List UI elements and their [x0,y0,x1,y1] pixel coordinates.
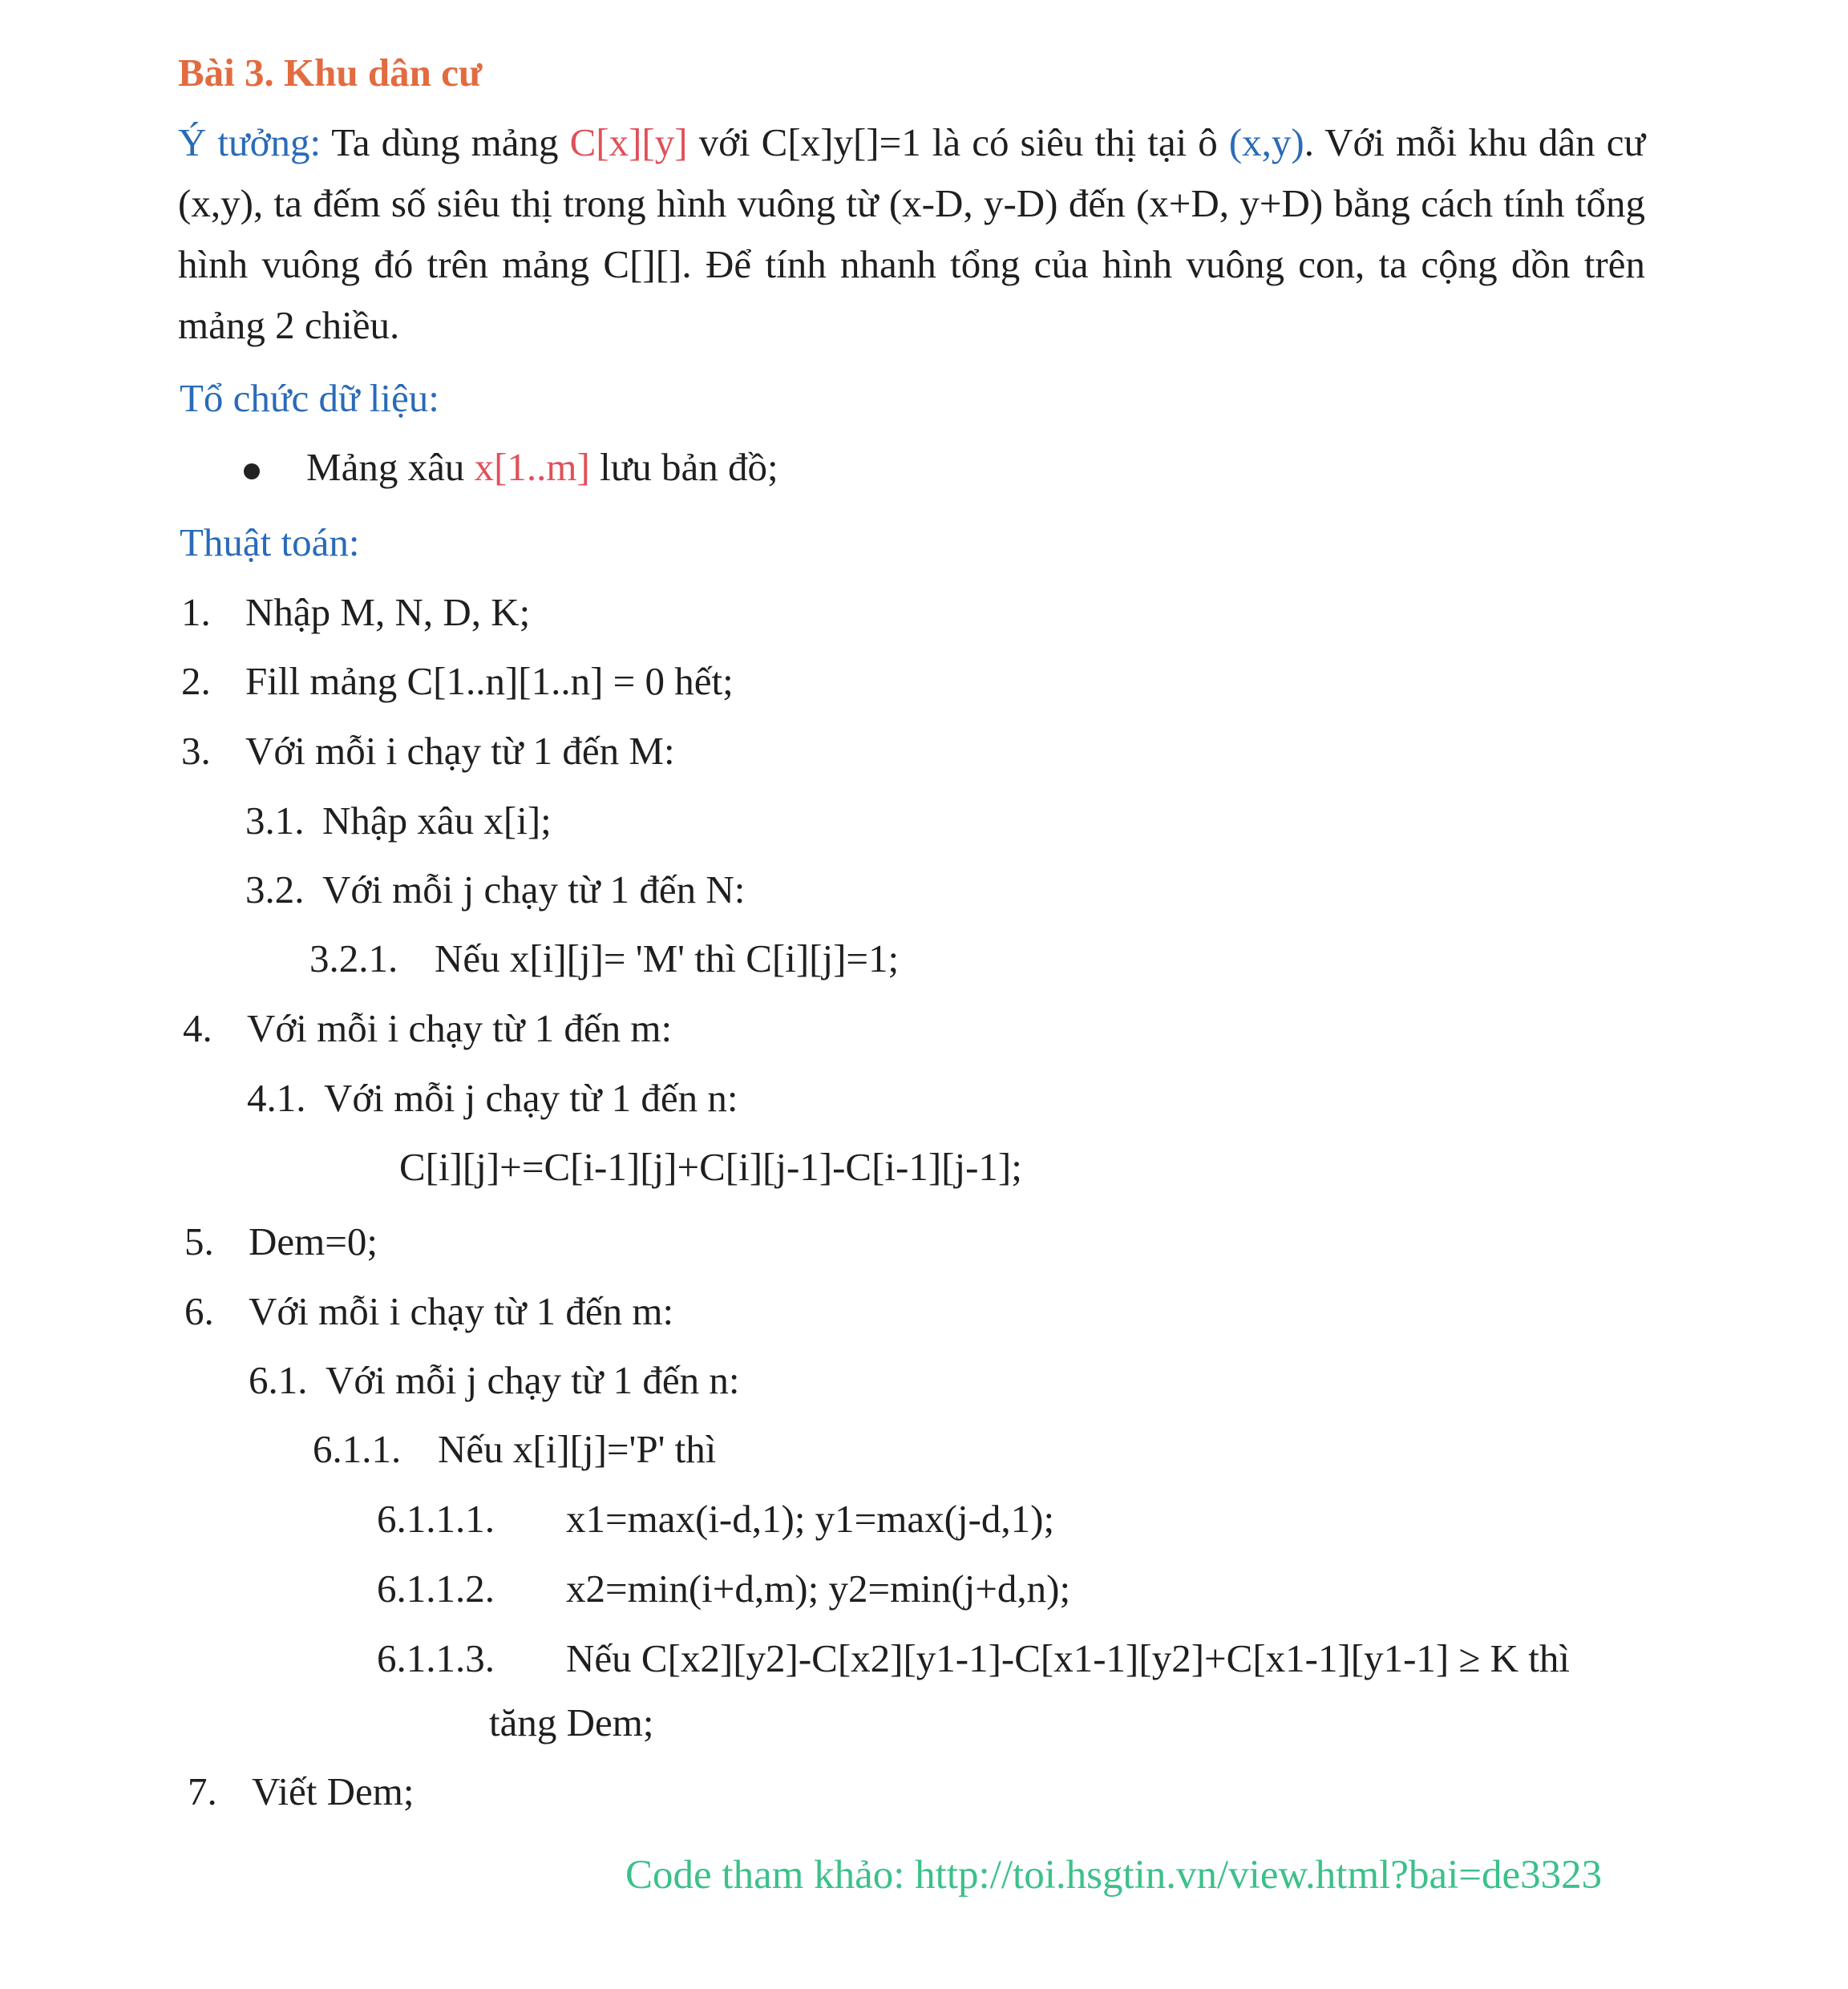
idea-text-2: với C[x]y[]=1 là có siêu thị tại ô [687,120,1229,164]
data-org-heading: Tổ chức dữ liệu: [180,376,439,420]
step-6-1-1-3-continuation [489,1700,653,1745]
idea-label: Ý tưởng: [178,120,321,164]
step-4-1 [247,1075,738,1121]
step-6-1-1-3 [377,1635,1570,1681]
data-org-bullet [306,444,778,490]
bullet-icon [244,463,260,479]
step-6-1-1 [313,1426,716,1472]
problem-title: Bài 3. Khu dân cư [178,51,483,95]
step-3-2-1 [309,936,899,981]
step-number: 1. [181,590,211,634]
step-5 [184,1219,378,1264]
step-text: tăng Dem; [489,1700,654,1744]
step-text: Với mỗi j chạy từ 1 đến N: [322,867,746,912]
step-text: Viết Dem; [252,1769,414,1813]
step-6-1 [249,1357,740,1403]
step-text: C[i][j]+=C[i-1][j]+C[i][j-1]-C[i-1][j-1]; [399,1145,1022,1189]
step-7 [188,1769,414,1814]
step-number: 4. [183,1006,212,1050]
step-number: 6.1.1.3. [377,1636,495,1680]
algorithm-heading: Thuật toán: [180,520,360,564]
step-1 [181,589,530,635]
prefix-sum-formula [399,1144,1022,1190]
step-text: x2=min(i+d,m); y2=min(j+d,n); [566,1567,1071,1611]
step-text: Với mỗi i chạy từ 1 đến m: [247,1006,673,1050]
step-number: 3. [181,729,211,773]
step-number: 5. [184,1219,214,1263]
step-6 [184,1288,673,1334]
step-3-2 [245,867,745,912]
step-number: 6. [184,1289,214,1333]
step-number: 7. [188,1769,217,1813]
step-text: Với mỗi i chạy từ 1 đến m: [249,1289,674,1333]
bullet-text-pre: Mảng xâu [306,445,475,489]
step-text: Nhập M, N, D, K; [245,590,531,634]
step-number: 2. [181,659,211,703]
step-text: Nếu x[i][j]='P' thì [438,1427,717,1471]
step-6-1-1-1 [377,1496,1054,1542]
step-number: 6.1.1.2. [377,1567,495,1611]
idea-cell: (x,y) [1228,120,1304,164]
step-number: 3.2. [245,867,305,912]
step-number: 3.1. [245,798,305,843]
step-text: Dem=0; [249,1219,378,1263]
step-number: 3.2.1. [309,936,398,980]
step-number: 6.1.1. [313,1427,402,1471]
step-text: Với mỗi j chạy từ 1 đến n: [326,1358,740,1402]
idea-array: C[x][y] [569,120,688,164]
reference-code-link[interactable]: Code tham khảo: http://toi.hsgtin.vn/view.html?bai=de3323 [625,1853,1603,1898]
step-text: Với mỗi i chạy từ 1 đến M: [245,729,675,773]
step-text: Fill mảng C[1..n][1..n] = 0 hết; [245,659,734,703]
step-number: 4.1. [247,1076,306,1120]
step-number: 6.1.1.1. [377,1497,495,1541]
idea-text-3: . Với mỗi khu dân cư (x,y), ta đếm số siêu thị trong hình vuông từ (x-D, y-D) đến (x+D, y+D) bằng cách tính tổng hình vuông đó trên mảng C[][]. Để tính nhanh tổng của hình vuông con, ta cộng dồn trên mảng 2 chiều. [178,120,1645,347]
step-text: Nếu C[x2][y2]-C[x2][y1-1]-C[x1-1][y2]+C[x1-1][y1-1] ≥ K thì [566,1636,1570,1680]
idea-paragraph [178,112,1645,356]
step-4 [183,1005,672,1051]
step-3-1 [245,798,552,843]
step-2 [181,658,734,704]
bullet-var: x[1..m] [474,445,590,489]
step-text: x1=max(i-d,1); y1=max(j-d,1); [566,1497,1055,1541]
bullet-text-post: lưu bản đồ; [589,445,778,489]
step-text: Với mỗi j chạy từ 1 đến n: [324,1076,738,1120]
step-text: Nếu x[i][j]= 'M' thì C[i][j]=1; [435,936,900,980]
step-6-1-1-2 [377,1566,1070,1611]
step-3 [181,728,675,774]
step-number: 6.1. [249,1358,308,1402]
idea-text-1: Ta dùng mảng [321,120,570,164]
step-text: Nhập xâu x[i]; [322,798,552,843]
